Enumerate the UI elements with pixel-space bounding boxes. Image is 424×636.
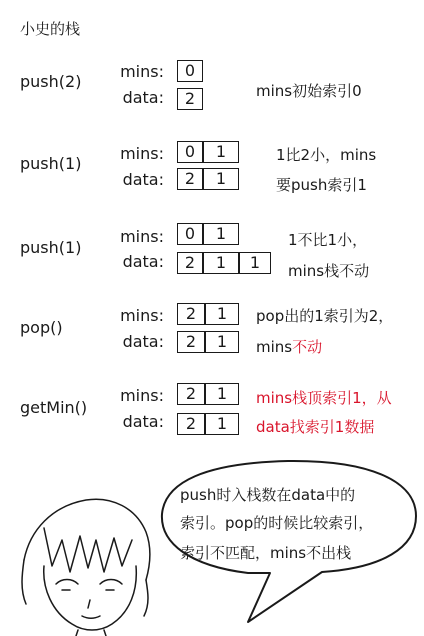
mins-cell: 0 bbox=[177, 60, 203, 82]
mins-label: mins: bbox=[120, 227, 164, 246]
character-icon bbox=[22, 499, 150, 636]
note-text: mins bbox=[256, 338, 293, 356]
op-push-2: push(2) bbox=[20, 72, 82, 91]
mins-label: mins: bbox=[120, 306, 164, 325]
mins-cell: 2 bbox=[177, 303, 205, 325]
data-cell: 2 bbox=[177, 88, 203, 110]
note-line: 1比2小，mins bbox=[276, 146, 377, 164]
mins-cell: 1 bbox=[205, 383, 239, 405]
mins-cell: 1 bbox=[203, 223, 239, 245]
data-cell: 2 bbox=[177, 252, 203, 274]
mins-label: mins: bbox=[120, 62, 164, 81]
bubble-line: 索引。pop的时候比较索引， bbox=[180, 514, 374, 532]
data-cell: 1 bbox=[205, 413, 239, 435]
note-red-line: data找索引1数据 bbox=[256, 418, 375, 436]
bubble-line: 索引不匹配，mins不出栈 bbox=[180, 544, 352, 562]
bubble-line: push时入栈数在data中的 bbox=[180, 486, 356, 504]
data-label: data: bbox=[122, 252, 164, 271]
note-line: 要push索引1 bbox=[276, 176, 367, 194]
note-line: mins栈不动 bbox=[288, 262, 370, 280]
mins-label: mins: bbox=[120, 386, 164, 405]
note-line: pop出的1索引为2， bbox=[256, 307, 394, 325]
op-pop: pop() bbox=[20, 318, 63, 337]
page-title: 小史的栈 bbox=[20, 20, 81, 38]
mins-cell: 2 bbox=[177, 383, 205, 405]
mins-label: mins: bbox=[120, 144, 164, 163]
data-label: data: bbox=[122, 170, 164, 189]
data-cell: 2 bbox=[177, 413, 205, 435]
op-push-1: push(1) bbox=[20, 238, 82, 257]
data-cell: 2 bbox=[177, 168, 203, 190]
data-cell: 2 bbox=[177, 331, 205, 353]
data-cell: 1 bbox=[239, 252, 271, 274]
note-red-line: mins栈顶索引1，从 bbox=[256, 389, 392, 407]
note-line: mins初始索引0 bbox=[256, 82, 362, 100]
data-cell: 1 bbox=[203, 168, 239, 190]
data-label: data: bbox=[122, 88, 164, 107]
data-cell: 1 bbox=[205, 331, 239, 353]
note-red-text: 不动 bbox=[292, 338, 323, 356]
note-line: 1不比1小， bbox=[288, 231, 368, 249]
data-label: data: bbox=[122, 332, 164, 351]
op-getmin: getMin() bbox=[20, 398, 88, 417]
mins-cell: 0 bbox=[177, 141, 203, 163]
data-label: data: bbox=[122, 412, 164, 431]
data-cell: 1 bbox=[203, 252, 239, 274]
mins-cell: 0 bbox=[177, 223, 203, 245]
op-push-1: push(1) bbox=[20, 154, 82, 173]
mins-cell: 1 bbox=[205, 303, 239, 325]
mins-cell: 1 bbox=[203, 141, 239, 163]
